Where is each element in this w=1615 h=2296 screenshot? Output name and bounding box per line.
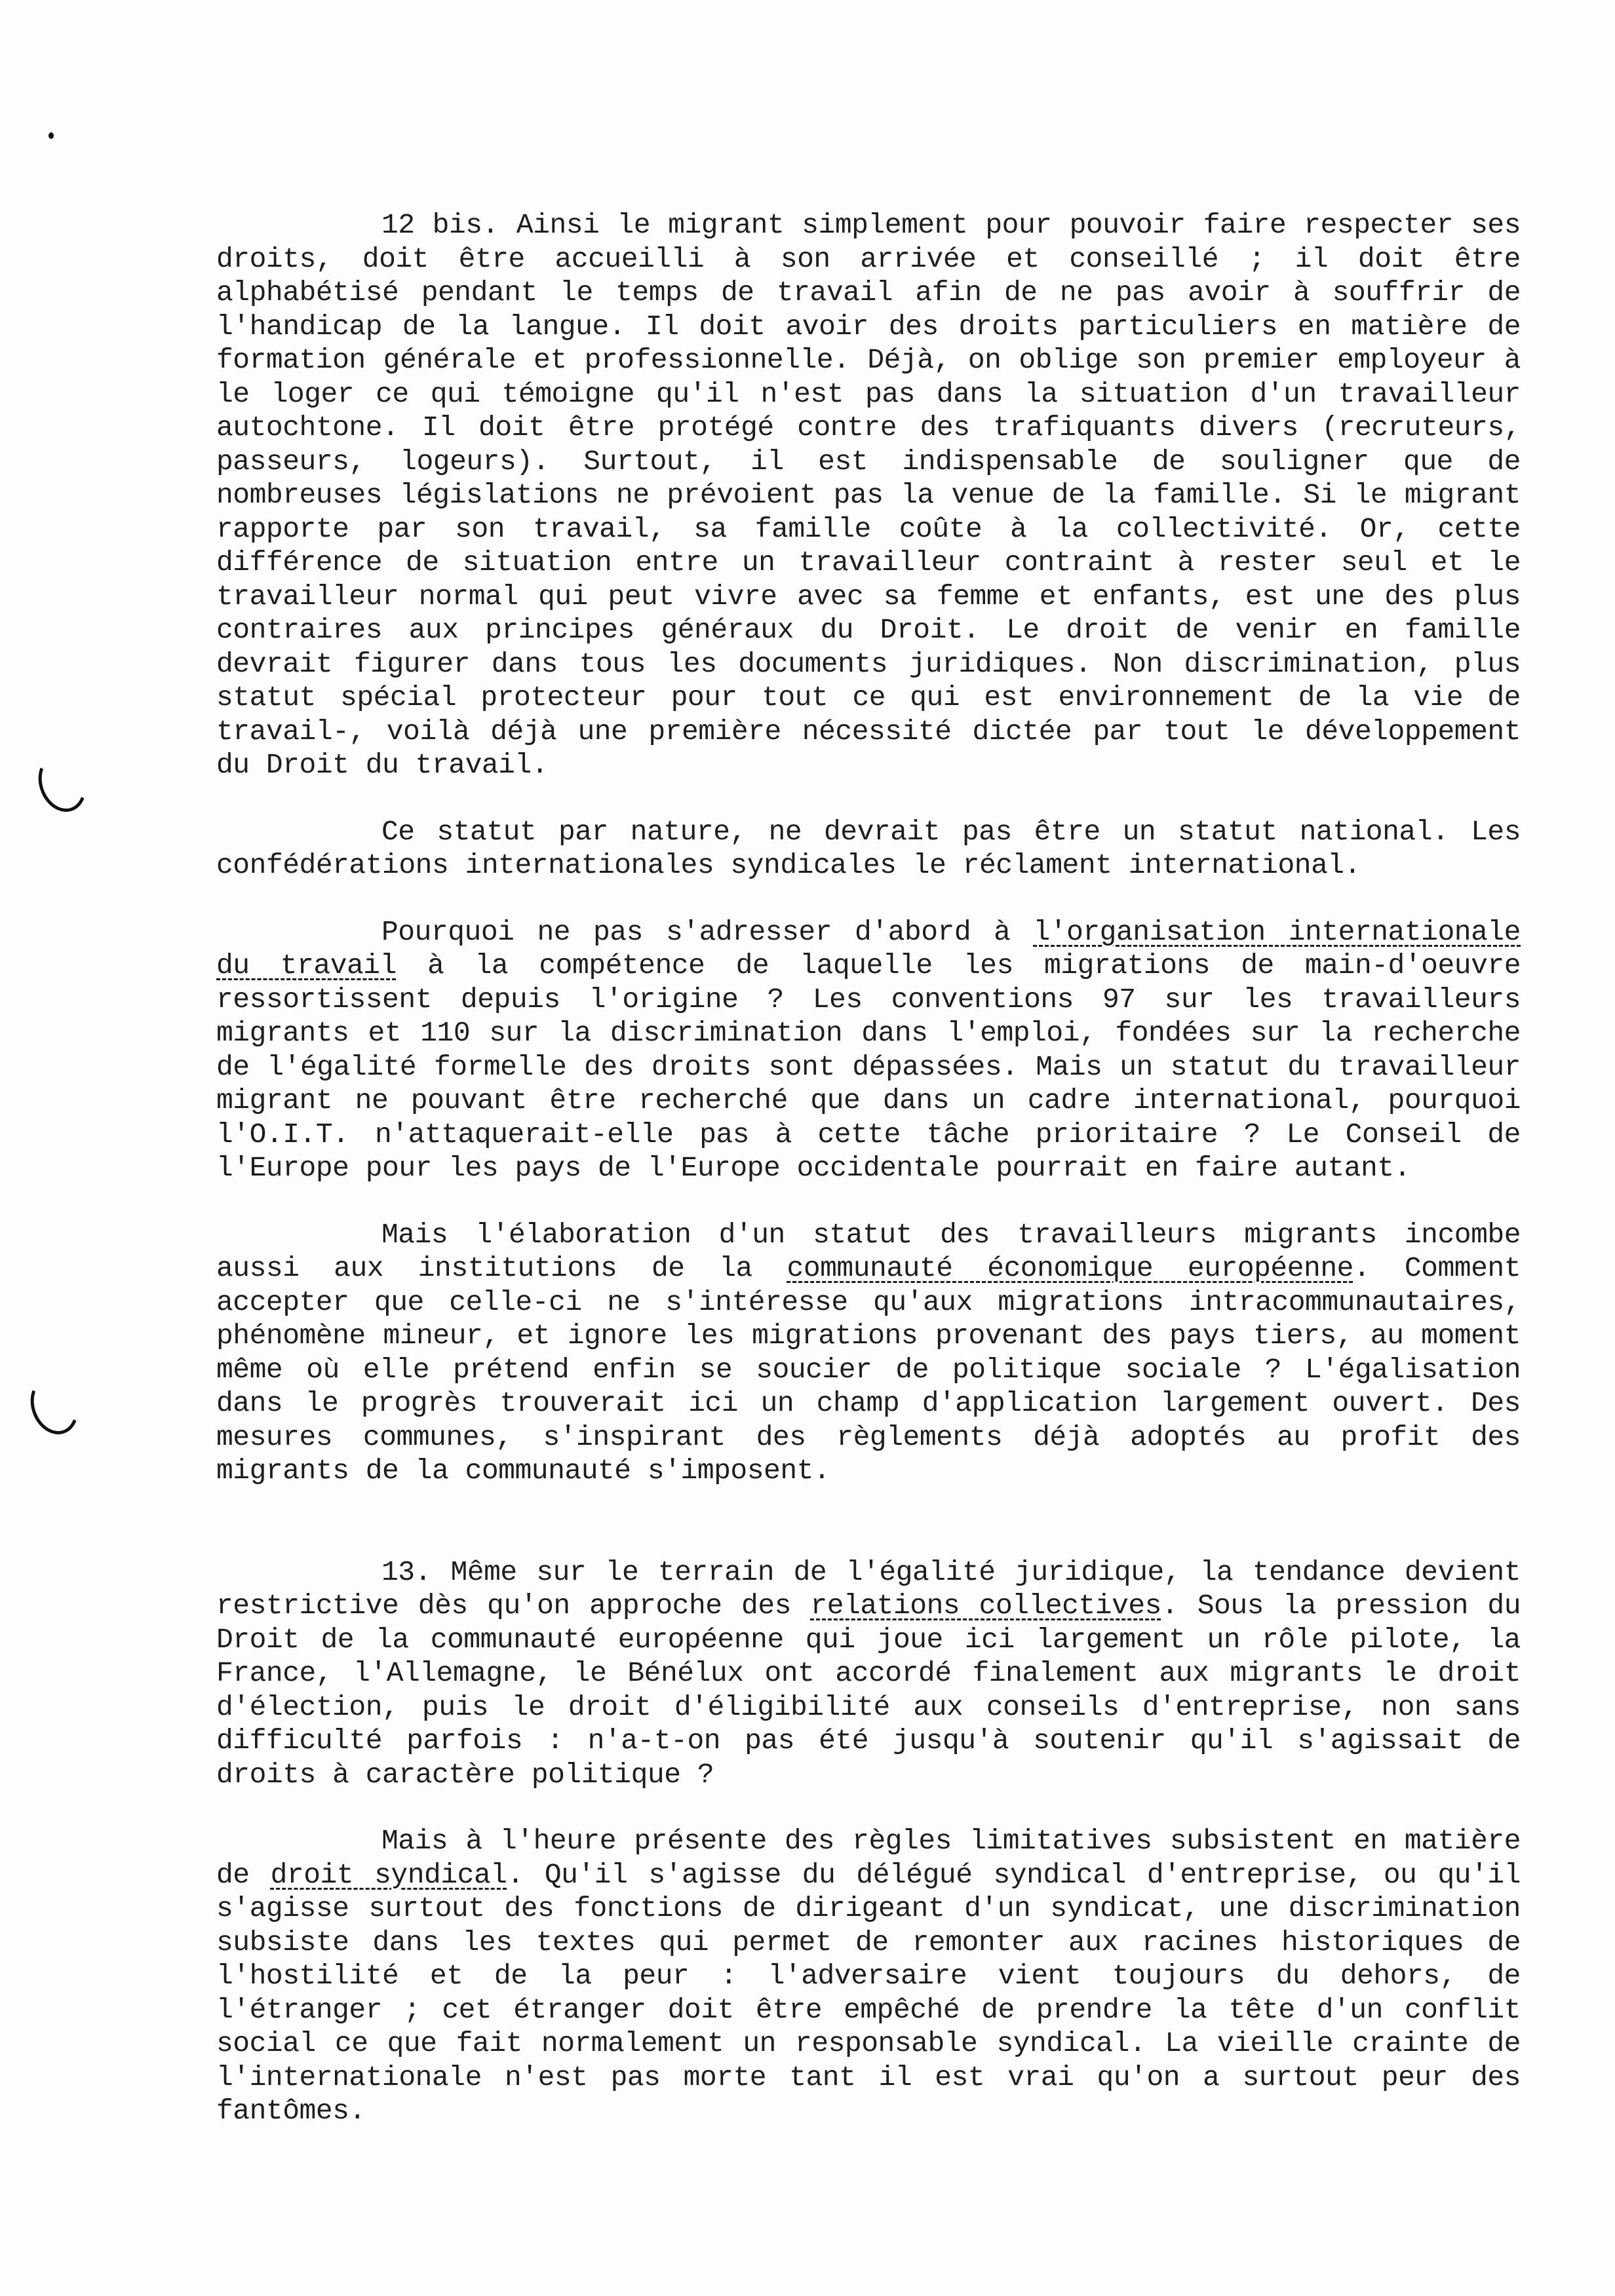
margin-dot: [49, 132, 54, 139]
paragraph-text: . Qu'il s'agisse du délégué syndical d'entreprise, ou qu'il s'agisse surtout des fonctions de dirigeant d'un syndicat, une discrimination subsiste dans les textes qui permet de remonter aux racines historiques de l'hostilité et de la peur : l'adversaire vient toujours du dehors, de l'étranger ; cet étranger doit être empêché de prendre la tête d'un conflit social ce que fait normalement un responsable syndical. La vieille crainte de l'internationale n'est pas morte tant il est vrai qu'on a surtout peur des fantômes.: [216, 1858, 1521, 2127]
paragraph-text: . Sous la pression du Droit de la communauté européenne qui joue ici largement un rôle pilote, la France, l'Allemagne, le Bénélux ont accordé finalement aux migrants le droit d'élection, puis le droit d'éligibilité aux conseils d'entreprise, non sans difficulté parfois : n'a-t-on pas été jusqu'à soutenir qu'il s'agissait de droits à caractère politique ?: [216, 1590, 1521, 1791]
paragraph-text: Pourquoi ne pas s'adresser d'abord à: [381, 915, 1034, 948]
underlined-term: relations collectives: [810, 1590, 1161, 1622]
margin-bracket-mark: [23, 1370, 87, 1442]
margin-bracket-mark: [31, 748, 94, 819]
paragraph-12-bis: [216, 208, 1521, 782]
underlined-term: l'organisation internationale du travail: [216, 915, 1521, 982]
paragraph-text: à la compétence de laquelle les migrations de main-d'oeuvre ressortissent depuis l'origine ? Les conventions 97 sur les travailleurs migrants et 110 sur la discrimination dans l'emploi, fondées sur la recherche de l'égalité formelle des droits sont dépassées. Mais un statut du travailleur migrant ne pouvant être recherché que dans un cadre international, pourquoi l'O.I.T. n'attaquerait-elle pas à cette tâche prioritaire ? Le Conseil de l'Europe pour les pays de l'Europe occidentale pourrait en faire autant.: [216, 949, 1521, 1184]
paragraph-droit-syndical: [216, 1824, 1521, 2128]
paragraph-text: 13. Même sur le terrain de l'égalité juridique, la tendance devient restrictive dès qu'on approche des: [216, 1556, 1521, 1622]
paragraph-text: . Comment accepter que celle-ci ne s'intéresse qu'aux migrations intracommunautaires, phénomène mineur, et ignore les migrations provenant des pays tiers, au moment même où elle prétend enfin se soucier de politique sociale ? L'égalisation dans le progrès trouverait ici un champ d'application largement ouvert. Des mesures communes, s'inspirant des règlements déjà adoptés au profit des migrants de la communauté s'imposent.: [216, 1252, 1521, 1487]
paragraph-text: Mais à l'heure présente des règles limitatives subsistent en matière de: [216, 1825, 1521, 1891]
paragraph-text: 12 bis. Ainsi le migrant simplement pour pouvoir faire respecter ses droits, doit être accueilli à son arrivée et conseillé ; il doit être alphabétisé pendant le temps de travail afin de ne pas avoir à souffrir de l'handicap de la langue. Il doit avoir des droits particuliers en matière de formation générale et professionnelle. Déjà, on oblige son premier employeur à le loger ce qui témoigne qu'il n'est pas dans la situation d'un travailleur autochtone. Il doit être protégé contre des trafiquants divers (recruteurs, passeurs, logeurs). Surtout, il est indispensable de souligner que de nombreuses législations ne prévoient pas la venue de la famille. Si le migrant rapporte par son travail, sa famille coûte à la collectivité. Or, cette différence de situation entre un travailleur contraint à rester seul et le travailleur normal qui peut vivre avec sa femme et enfants, est une des plus contraires aux principes généraux du Droit. Le droit de venir en famille devrait figurer dans tous les documents juridiques. Non discrimination, plus statut spécial protecteur pour tout ce qui est environnement de la vie de travail-, voilà déjà une première nécessité dictée par tout le développement du Droit du travail.: [216, 209, 1521, 781]
document-body: [216, 208, 1521, 2161]
paragraph-13: [216, 1556, 1521, 1792]
paragraph-oit: [216, 915, 1521, 1185]
underlined-term: communauté économique européenne: [787, 1252, 1353, 1284]
underlined-term: droit syndical: [270, 1858, 507, 1891]
paragraph-statut-national: [216, 815, 1521, 883]
paragraph-text: Ce statut par nature, ne devrait pas être un statut national. Les confédérations internationales syndicales le réclament international.: [216, 815, 1521, 881]
paragraph-cee: [216, 1218, 1521, 1488]
paragraph-text: Mais l'élaboration d'un statut des travailleurs migrants incombe aussi aux institutions de la: [216, 1218, 1521, 1284]
